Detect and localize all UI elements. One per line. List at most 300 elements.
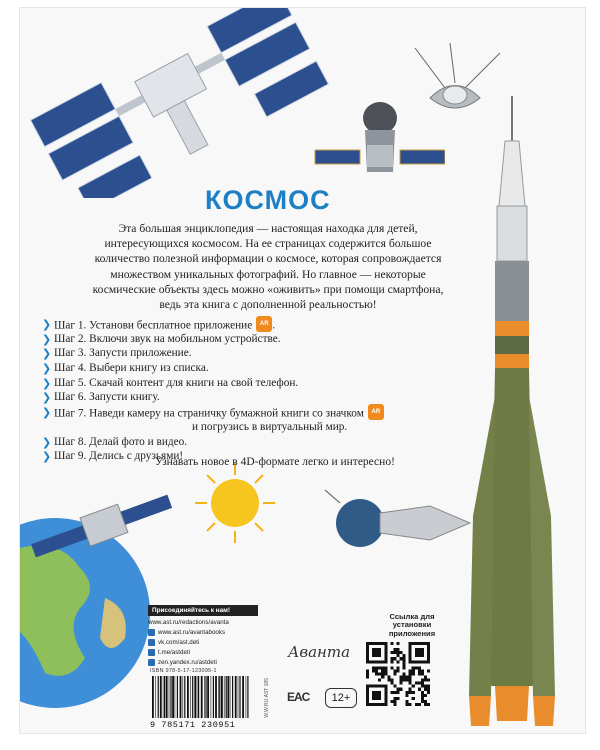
qr-module [412, 666, 415, 669]
barcode-bar [170, 676, 171, 718]
qr-module [378, 679, 381, 682]
qr-module [427, 642, 430, 645]
chevron-right-icon: ❯ [42, 318, 52, 331]
barcode-bar [194, 676, 196, 718]
book-back-cover [20, 8, 585, 733]
barcode-bar [152, 676, 154, 718]
qr-module [421, 660, 424, 663]
barcode-bar [158, 676, 159, 718]
qr-module [421, 685, 424, 688]
qr-module [372, 694, 375, 697]
qr-module [396, 688, 399, 691]
qr-module [427, 651, 430, 654]
qr-module [400, 651, 403, 654]
qr-module [396, 669, 399, 672]
qr-module [421, 697, 424, 700]
qr-module [384, 672, 387, 675]
qr-module [381, 676, 384, 679]
barcode-bar [204, 676, 205, 718]
qr-module [384, 700, 387, 703]
qr-module [406, 700, 409, 703]
qr-module [366, 700, 369, 703]
qr-module [409, 642, 412, 645]
barcode-bar [238, 676, 239, 718]
qr-module [409, 654, 412, 657]
qr-module [369, 642, 372, 645]
social-link[interactable]: zen.yandex.ru/astdeti [148, 659, 258, 666]
qr-module [424, 688, 427, 691]
step-item: ❯ Шаг 4. Выбери книгу из списка. [42, 362, 209, 376]
qr-module [415, 642, 418, 645]
barcode-bar [205, 676, 206, 718]
qr-module [400, 676, 403, 679]
app-icon: AR [256, 316, 272, 332]
step-item: ❯ Шаг 3. Запусти приложение. [42, 347, 192, 361]
barcode-bar [247, 676, 248, 718]
qr-module [409, 660, 412, 663]
qr-module [375, 666, 378, 669]
qr-module [409, 672, 412, 675]
qr-module [427, 645, 430, 648]
qr-module [390, 682, 393, 685]
barcode-bar [172, 676, 174, 718]
qr-module [390, 691, 393, 694]
barcode-bar [187, 676, 189, 718]
qr-module [384, 642, 387, 645]
iss-illustration [20, 8, 350, 198]
qr-module [424, 660, 427, 663]
qr-module [406, 691, 409, 694]
qr-module [409, 691, 412, 694]
qr-module [366, 685, 369, 688]
barcode-bar [201, 676, 203, 718]
qr-module [415, 660, 418, 663]
qr-module [406, 694, 409, 697]
qr-module [366, 672, 369, 675]
qr-module [390, 666, 393, 669]
qr-module [375, 697, 378, 700]
qr-module [412, 691, 415, 694]
barcode-bar [246, 676, 247, 718]
qr-module [418, 654, 421, 657]
qr-module [409, 703, 412, 706]
qr-module [384, 648, 387, 651]
chevron-right-icon: ❯ [42, 362, 52, 376]
barcode-bar [183, 676, 184, 718]
qr-module [424, 703, 427, 706]
qr-module [403, 654, 406, 657]
qr-module [390, 660, 393, 663]
barcode-bar [219, 676, 220, 718]
barcode-bar [224, 676, 225, 718]
eac-mark: EAC [287, 690, 310, 704]
qr-module [390, 679, 393, 682]
qr-module [375, 691, 378, 694]
qr-module [418, 666, 421, 669]
intro-paragraph: Эта большая энциклопедия — настоящая находка для детей, интересующихся космосом. На ее страницах содержится большое количество полезной информации о космосе, которая сопровождается множеством уникальных фотографий. Но главное — некоторые космические объекты здесь можно «оживить» при помощи смартфона, ведь эта книга с дополненной реальностью! [92, 222, 444, 312]
vk-icon [148, 639, 155, 646]
qr-module [406, 703, 409, 706]
chevron-right-icon: ❯ [42, 435, 52, 449]
qr-module [421, 700, 424, 703]
slogan: Узнавать новое в 4D-формате легко и интересно! [155, 456, 395, 468]
qr-module [384, 691, 387, 694]
qr-module [403, 663, 406, 666]
qr-module [393, 691, 396, 694]
rocket-illustration [455, 96, 570, 733]
vertical-code: W.W.RU.AST 185 [264, 678, 270, 718]
qr-module [375, 669, 378, 672]
barcode-bar [166, 676, 168, 718]
qr-module [366, 697, 369, 700]
qr-module [372, 654, 375, 657]
qr-module [372, 703, 375, 706]
chevron-right-icon: ❯ [42, 376, 52, 390]
qr-module [381, 666, 384, 669]
vostok-capsule-illustration [320, 488, 490, 558]
qr-module [427, 679, 430, 682]
barcode-bar [160, 676, 162, 718]
qr-module [378, 654, 381, 657]
qr-module [372, 685, 375, 688]
qr-module [415, 682, 418, 685]
qr-module [421, 654, 424, 657]
qr-module [418, 648, 421, 651]
qr-module [403, 666, 406, 669]
publisher-logo: Аванта [288, 643, 351, 661]
qr-module [396, 648, 399, 651]
qr-module [393, 697, 396, 700]
qr-module [415, 651, 418, 654]
qr-module [378, 651, 381, 654]
barcode-bar [213, 676, 214, 718]
qr-module [412, 697, 415, 700]
barcode-bar [169, 676, 170, 718]
social-link[interactable]: t.me/astdeti [148, 649, 258, 656]
app-icon: AR [368, 404, 384, 420]
qr-module [381, 669, 384, 672]
qr-module [427, 660, 430, 663]
qr-module [421, 691, 424, 694]
qr-module [366, 651, 369, 654]
qr-module [378, 694, 381, 697]
qr-module [400, 679, 403, 682]
qr-module [378, 703, 381, 706]
qr-module [396, 691, 399, 694]
qr-module [387, 679, 390, 682]
barcode-bar [211, 676, 212, 718]
qr-module [403, 679, 406, 682]
qr-module [403, 660, 406, 663]
qr-module [396, 651, 399, 654]
qr-module [421, 648, 424, 651]
qr-module [381, 642, 384, 645]
qr-module [375, 648, 378, 651]
qr-module [400, 657, 403, 660]
qr-module [384, 654, 387, 657]
qr-module [369, 685, 372, 688]
barcode-bar [232, 676, 233, 718]
social-links [148, 605, 258, 667]
qr-module [412, 669, 415, 672]
qr-module [375, 694, 378, 697]
qr-module [409, 688, 412, 691]
qr-module [378, 697, 381, 700]
qr-module [412, 672, 415, 675]
qr-module [369, 660, 372, 663]
qr-module [378, 648, 381, 651]
barcode [150, 676, 250, 718]
qr-module [375, 651, 378, 654]
barcode-bar [180, 676, 182, 718]
qr-module [384, 703, 387, 706]
qr-module [406, 676, 409, 679]
qr-module [381, 672, 384, 675]
isbn: ISBN 978-5-17-123095-1 [150, 668, 217, 674]
qr-module [403, 657, 406, 660]
barcode-bar [235, 676, 237, 718]
barcode-bar [190, 676, 191, 718]
qr-module [378, 691, 381, 694]
barcode-bar [242, 676, 244, 718]
qr-module [387, 676, 390, 679]
qr-module [384, 688, 387, 691]
qr-module [381, 685, 384, 688]
qr-module [372, 660, 375, 663]
qr-module [393, 657, 396, 660]
qr-module [366, 703, 369, 706]
ok-icon [148, 629, 155, 636]
qr-module [393, 648, 396, 651]
barcode-bar [239, 676, 240, 718]
qr-module [384, 669, 387, 672]
barcode-bar [175, 676, 176, 718]
qr-module [375, 660, 378, 663]
qr-module [366, 691, 369, 694]
qr-module [415, 703, 418, 706]
qr-code[interactable] [366, 642, 430, 706]
qr-module [366, 642, 369, 645]
qr-module [393, 651, 396, 654]
qr-module [384, 685, 387, 688]
barcode-bar [198, 676, 199, 718]
qr-module [409, 648, 412, 651]
qr-module [372, 666, 375, 669]
qr-module [412, 660, 415, 663]
qr-module [366, 660, 369, 663]
qr-module [390, 700, 393, 703]
qr-module [366, 688, 369, 691]
qr-module [372, 669, 375, 672]
qr-module [424, 679, 427, 682]
qr-module [375, 703, 378, 706]
qr-module [421, 672, 424, 675]
qr-module [372, 651, 375, 654]
qr-module [412, 642, 415, 645]
qr-module [409, 676, 412, 679]
qr-module [424, 700, 427, 703]
qr-module [415, 654, 418, 657]
qr-module [366, 669, 369, 672]
qr-module [366, 654, 369, 657]
barcode-bar [163, 676, 164, 718]
qr-module [381, 660, 384, 663]
barcode-bar [207, 676, 209, 718]
qr-module [403, 672, 406, 675]
page-title: КОСМОС [205, 185, 331, 215]
qr-module [375, 672, 378, 675]
qr-module [421, 679, 424, 682]
qr-module [378, 666, 381, 669]
qr-module [424, 642, 427, 645]
qr-module [418, 669, 421, 672]
qr-module [384, 697, 387, 700]
qr-module [427, 648, 430, 651]
barcode-bar [230, 676, 231, 718]
qr-module [384, 651, 387, 654]
qr-module [427, 685, 430, 688]
qr-module [421, 694, 424, 697]
qr-module [427, 657, 430, 660]
qr-module [400, 682, 403, 685]
qr-module [427, 691, 430, 694]
qr-module [396, 660, 399, 663]
step-item: ❯ Шаг 6. Запусти книгу. [42, 391, 160, 405]
social-link[interactable]: www.ast.ru/redactions/avanta [148, 619, 229, 626]
qr-module [427, 688, 430, 691]
qr-module [384, 657, 387, 660]
qr-module [427, 703, 430, 706]
qr-module [372, 697, 375, 700]
qr-module [390, 651, 393, 654]
qr-module [396, 642, 399, 645]
barcode-number: 9 785171 230951 [150, 720, 236, 730]
qr-module [409, 651, 412, 654]
qr-module [369, 703, 372, 706]
barcode-bar [184, 676, 185, 718]
qr-module [393, 685, 396, 688]
step-item: ❯ Шаг 2. Включи звук на мобильном устройстве. [42, 332, 281, 346]
qr-module [366, 694, 369, 697]
qr-module [418, 682, 421, 685]
qr-module [418, 642, 421, 645]
qr-module [412, 685, 415, 688]
steps-list [42, 318, 442, 465]
qr-module [421, 642, 424, 645]
barcode-bar [221, 676, 223, 718]
barcode-bar [227, 676, 229, 718]
qr-module [421, 651, 424, 654]
barcode-bar [218, 676, 219, 718]
qr-module [421, 682, 424, 685]
qr-module [424, 685, 427, 688]
qr-module [396, 654, 399, 657]
step-item: ❯ Шаг 9. Делись с друзьями! [42, 450, 184, 464]
qr-module [409, 657, 412, 660]
qr-module [418, 703, 421, 706]
barcode-bar [155, 676, 156, 718]
qr-module [366, 657, 369, 660]
qr-module [400, 688, 403, 691]
social-link[interactable]: www.ast.ru/avantabooks [148, 629, 258, 636]
barcode-bar [226, 676, 227, 718]
social-links-title: Присоединяйтесь к нам! [148, 605, 258, 616]
sun-illustration [195, 463, 275, 543]
chevron-right-icon: ❯ [42, 450, 52, 464]
barcode-bar [164, 676, 165, 718]
telegram-icon [148, 649, 155, 656]
qr-module [375, 642, 378, 645]
step-item-continuation: и погрузись в виртуальный мир. [192, 420, 348, 433]
qr-module [372, 648, 375, 651]
qr-module [427, 654, 430, 657]
barcode-bar [215, 676, 217, 718]
qr-module [403, 676, 406, 679]
qr-module [393, 700, 396, 703]
qr-module [427, 669, 430, 672]
qr-module [366, 676, 369, 679]
chevron-right-icon: ❯ [42, 406, 52, 420]
qr-module [421, 669, 424, 672]
chevron-right-icon: ❯ [42, 347, 52, 361]
qr-module [396, 697, 399, 700]
qr-module [378, 685, 381, 688]
step-item: ❯ Шаг 1. Установи бесплатное приложение AR . [42, 318, 276, 332]
step-item: ❯ Шаг 7. Наведи камеру на страничку бумажной книги со значком AR [42, 406, 442, 421]
qr-module [378, 660, 381, 663]
qr-module [384, 666, 387, 669]
qr-module [390, 657, 393, 660]
qr-module [418, 660, 421, 663]
qr-module [406, 679, 409, 682]
barcode-bar [192, 676, 193, 718]
chevron-right-icon: ❯ [42, 332, 52, 346]
barcode-bar [177, 676, 178, 718]
qr-module [366, 648, 369, 651]
qr-module [393, 672, 396, 675]
qr-module [372, 642, 375, 645]
social-link[interactable]: vk.com/ast.deti [148, 639, 258, 646]
chevron-right-icon: ❯ [42, 391, 52, 405]
barcode-bar [197, 676, 198, 718]
qr-module [375, 685, 378, 688]
qr-module [378, 672, 381, 675]
qr-module [384, 660, 387, 663]
qr-module [393, 669, 396, 672]
qr-module [384, 645, 387, 648]
qr-module [378, 642, 381, 645]
step-item: ❯ Шаг 8. Делай фото и видео. [42, 435, 188, 449]
qr-module [418, 672, 421, 675]
qr-module [396, 666, 399, 669]
age-rating-badge: 12+ [325, 688, 357, 708]
qr-module [415, 648, 418, 651]
step-item: ❯ Шаг 5. Скачай контент для книги на свой телефон. [42, 376, 299, 390]
qr-module [415, 666, 418, 669]
qr-module [409, 645, 412, 648]
qr-module [418, 651, 421, 654]
qr-module [375, 654, 378, 657]
qr-module [390, 642, 393, 645]
qr-module [424, 676, 427, 679]
qr-module [418, 688, 421, 691]
qr-module [384, 694, 387, 697]
qr-module [409, 679, 412, 682]
qr-module [409, 669, 412, 672]
qr-module [424, 694, 427, 697]
qr-caption: Ссылка для установки приложения [388, 612, 436, 638]
qr-module [393, 703, 396, 706]
